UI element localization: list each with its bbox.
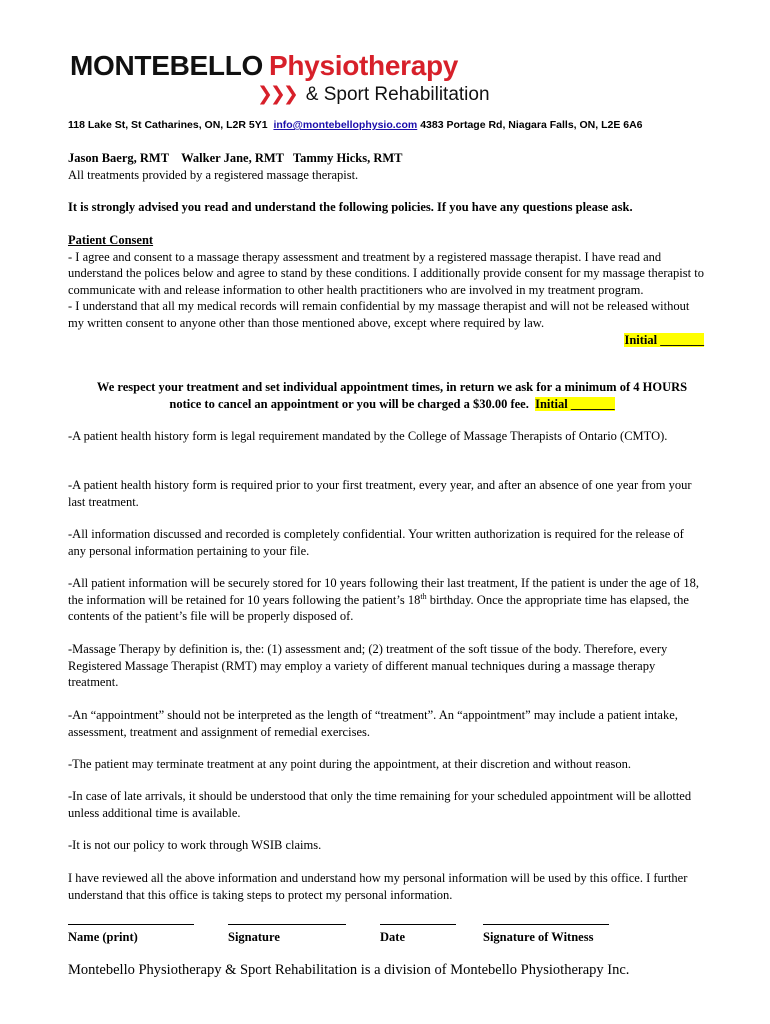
name-print-field[interactable] bbox=[68, 924, 194, 945]
policy-item: -In case of late arrivals, it should be understood that only the time remaining for your scheduled appointment will be allotted unless additional time is available. bbox=[68, 789, 692, 820]
consent-heading: Patient Consent bbox=[68, 233, 154, 247]
policy-item: -It is not our policy to work through WSIB claims. bbox=[68, 838, 322, 852]
policy-item: -An “appointment” should not be interpreted as the length of “treatment”. An “appointment” may include a patient intake, assessment, treatment and assignment of remedial exercises. bbox=[68, 708, 678, 739]
logo-brand bbox=[70, 48, 458, 84]
cancellation-initial-field[interactable]: Initial _______ bbox=[535, 396, 615, 411]
address-st-catharines: 118 Lake St, St Catharines, ON, L2R 5Y1 bbox=[68, 119, 268, 131]
name-print-label: Name (print) bbox=[68, 930, 138, 944]
policy-item: -Massage Therapy by definition is, the: (1) assessment and; (2) treatment of the soft tissue of the body. Therefore, every Registered Massage Therapist (RMT) may employ a variety of different manual techniques during a massage therapy treatment. bbox=[68, 642, 668, 690]
storage-policy bbox=[68, 575, 704, 625]
logo-subtitle-text: & Sport Rehabilitation bbox=[305, 84, 490, 105]
consent-initial-field[interactable]: Initial _______ bbox=[624, 332, 704, 347]
triple-chevron-right-icon: ❯❯❯ bbox=[257, 84, 296, 105]
patient-consent-section bbox=[68, 232, 704, 348]
policy-item: -The patient may terminate treatment at any point during the appointment, at their discretion and without reason. bbox=[68, 757, 632, 771]
date-label: Date bbox=[380, 930, 405, 944]
advisory-text: It is strongly advised you read and understand the following policies. If you have any questions please ask. bbox=[68, 200, 633, 214]
clinic-logo bbox=[70, 48, 490, 110]
policy-item: -A patient health history form is legal requirement mandated by the College of Massage Therapists of Ontario (CMTO). bbox=[68, 429, 668, 443]
policy-item: -All information discussed and recorded is completely confidential. Your written authorization is required for the release of any personal information pertaining to your file. bbox=[68, 527, 684, 558]
ordinal-suffix: th bbox=[420, 591, 427, 601]
cancellation-policy bbox=[80, 379, 704, 412]
consent-paragraph-2: - I understand that all my medical records will remain confidential by my massage therapist and will not be released without my written consent to anyone other than those mentioned above, except where required by law. bbox=[68, 299, 690, 330]
therapists-section bbox=[68, 150, 704, 183]
therapists-note: All treatments provided by a registered massage therapist. bbox=[68, 167, 359, 182]
logo-subtitle bbox=[257, 82, 490, 108]
therapist-names: Jason Baerg, RMT Walker Jane, RMT Tammy Hicks, RMT bbox=[68, 151, 403, 165]
address-line bbox=[68, 119, 643, 131]
footer-text: Montebello Physiotherapy & Sport Rehabilitation is a division of Montebello Physiotherapy Inc. bbox=[68, 962, 630, 978]
witness-signature-label: Signature of Witness bbox=[483, 930, 594, 944]
consent-paragraph-1: - I agree and consent to a massage therapy assessment and treatment by a registered massage therapist. I have read and understand the polices below and agree to stand by these conditions. I additionally provide consent for my massage therapist to communicate with and release information to other health practitioners who are involved in my treatment program. bbox=[68, 249, 704, 297]
cancellation-text: We respect your treatment and set individual appointment times, in return we ask for a minimum of 4 HOURS notice to cancel an appointment or you will be charged a $30.00 fee. bbox=[96, 380, 688, 411]
policy-item: -A patient health history form is required prior to your first treatment, every year, and after an absence of one year from your last treatment. bbox=[68, 478, 692, 509]
logo-brand-part1: MONTEBELLO bbox=[70, 50, 263, 81]
address-niagara-falls: 4383 Portage Rd, Niagara Falls, ON, L2E 6A6 bbox=[420, 119, 643, 131]
signature-field[interactable] bbox=[228, 924, 346, 945]
storage-policy-text-1: -All patient information will be securely stored for 10 years following their last treatment, If the patient is under the age of 18, the information will be retained for 10 years following the patient’s 18 bbox=[68, 576, 700, 607]
signature-label: Signature bbox=[228, 930, 280, 944]
logo-brand-part2: Physiotherapy bbox=[269, 50, 459, 81]
email-link[interactable]: info@montebellophysio.com bbox=[273, 119, 418, 131]
acknowledgement-text: I have reviewed all the above information and understand how my personal information will be used by this office. I further understand that this office is taking steps to protect my personal information. bbox=[68, 871, 688, 902]
witness-signature-field[interactable] bbox=[483, 924, 609, 945]
storage-policy-text-2: birthday. Once the appropriate time has elapsed, the contents of the patient’s file will be properly disposed of. bbox=[68, 592, 689, 624]
date-field[interactable] bbox=[380, 924, 456, 945]
